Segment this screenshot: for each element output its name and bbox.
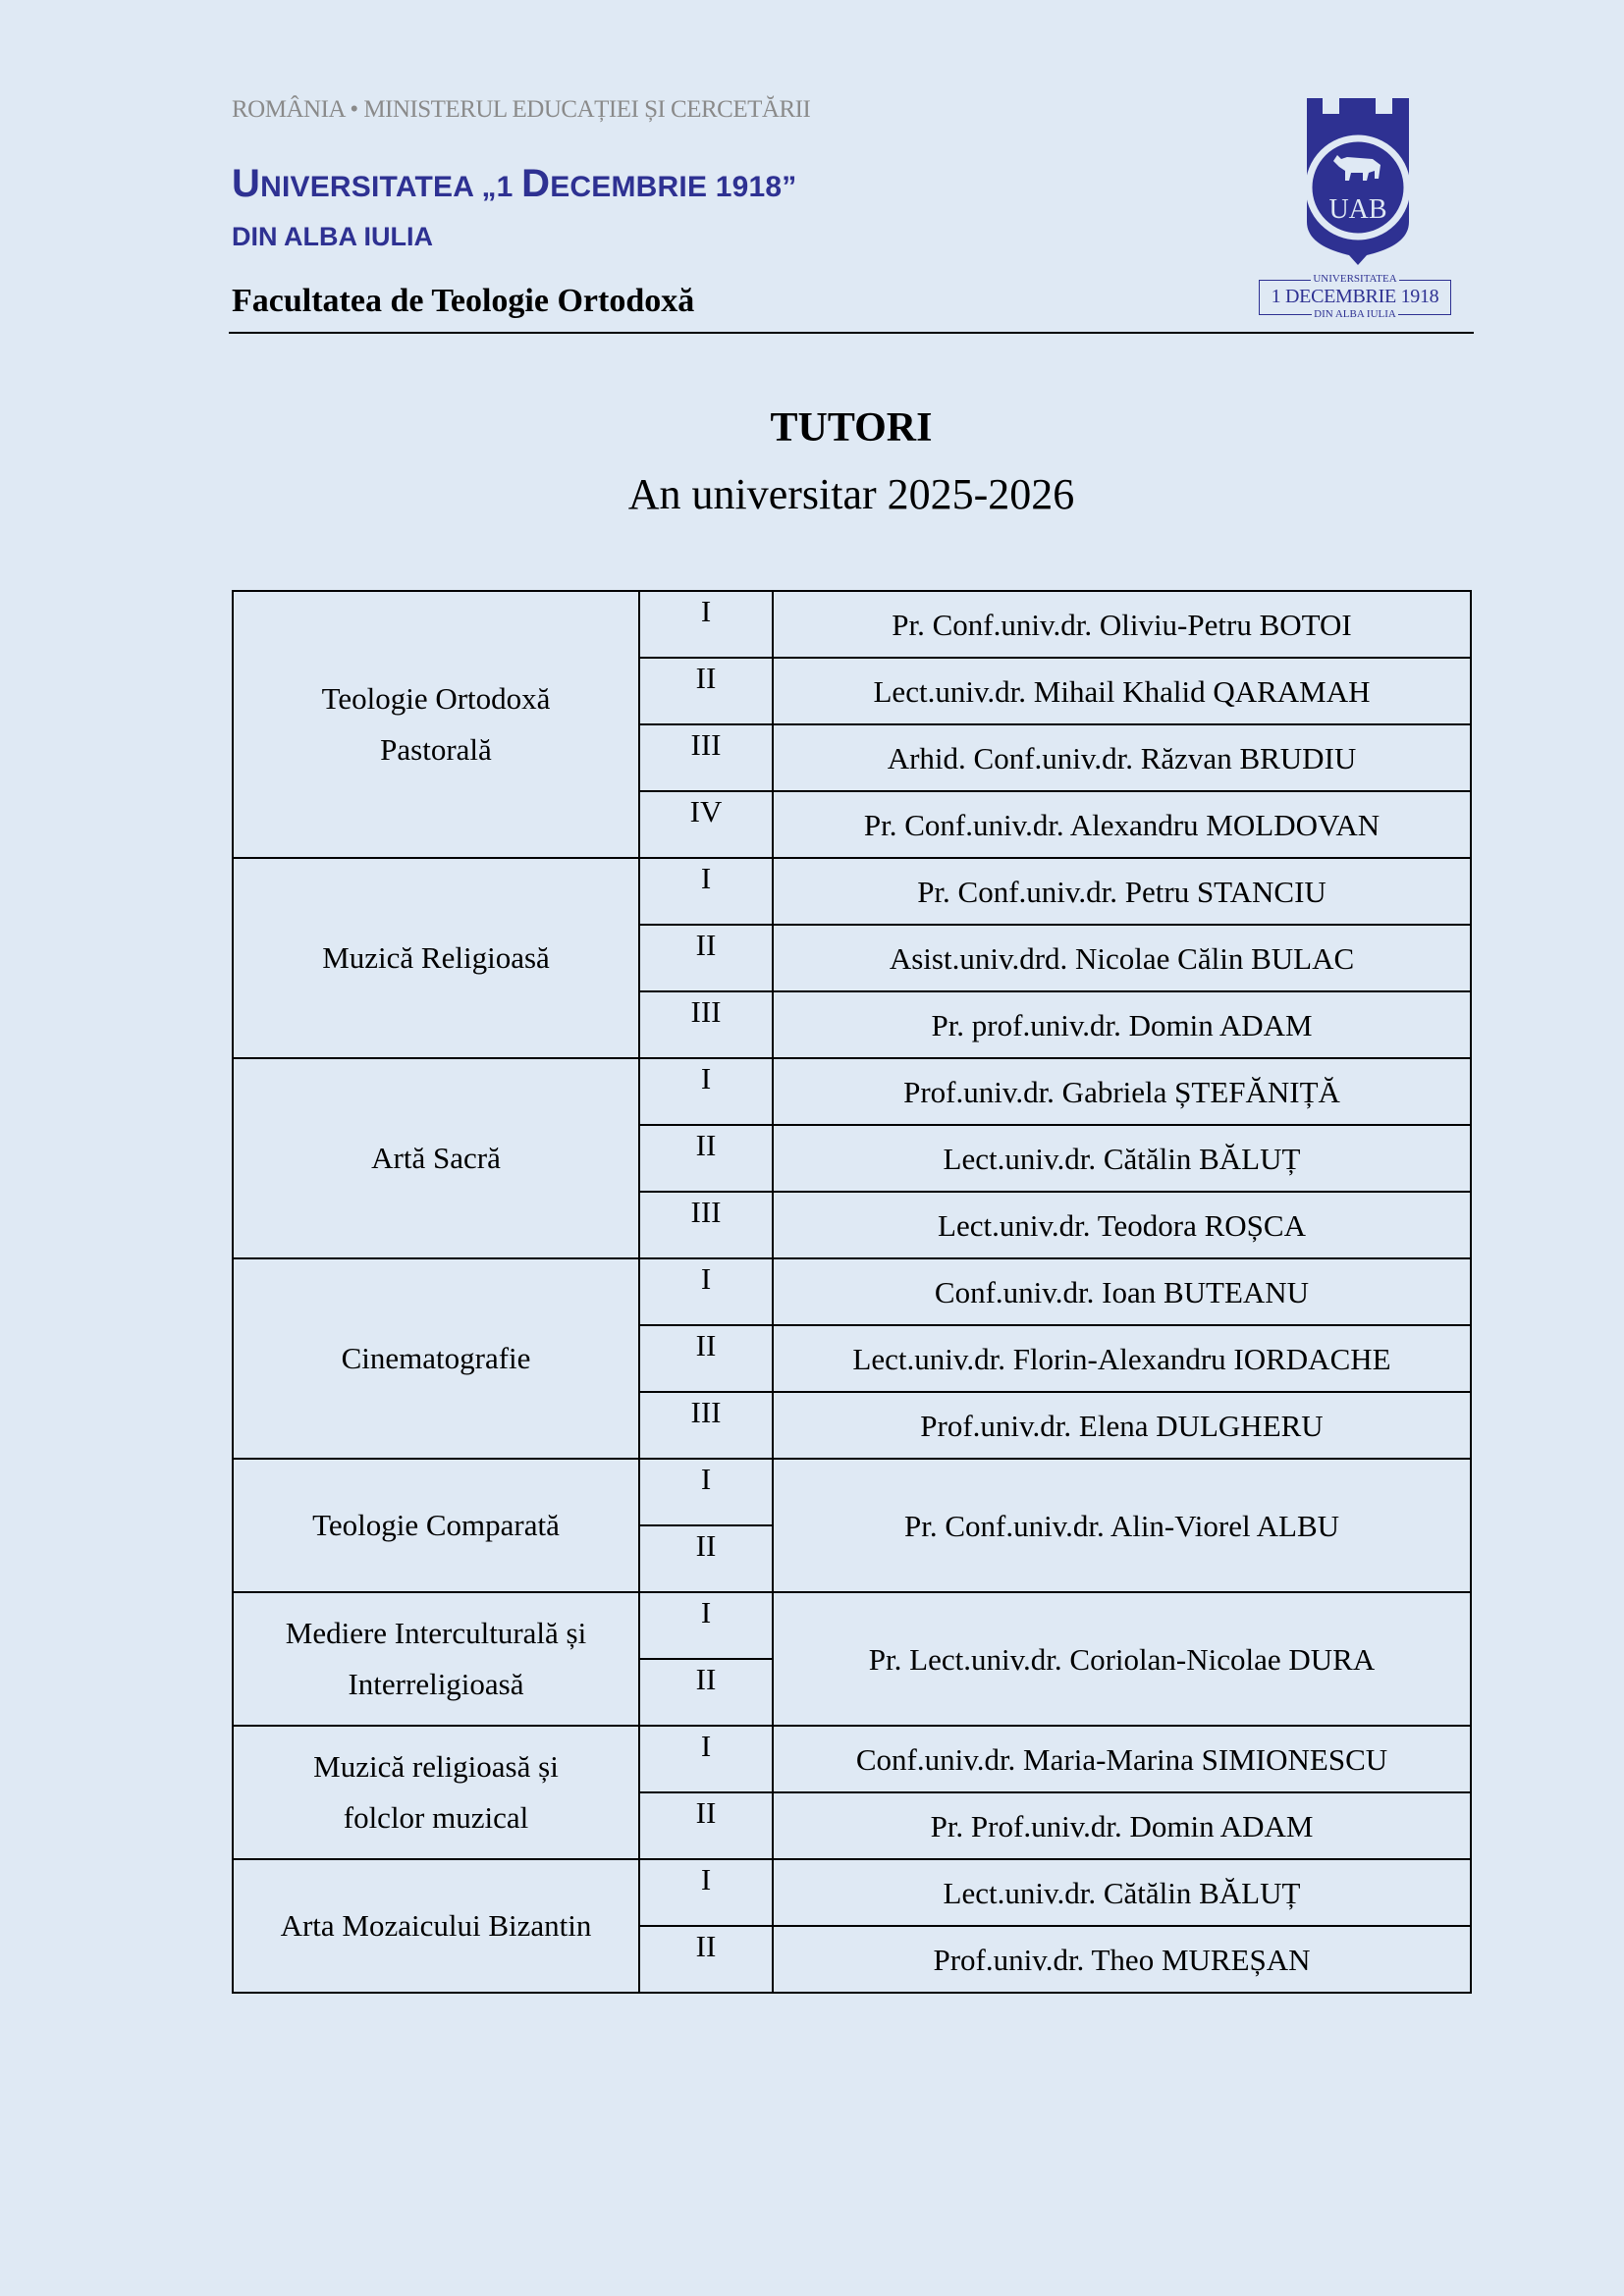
specialization-cell — [233, 1258, 639, 1459]
shield-icon — [1257, 96, 1459, 271]
table-row — [233, 591, 1471, 658]
specialization-line: Pastorală — [380, 732, 492, 767]
tutor-cell: Pr. Prof.univ.dr. Domin ADAM — [773, 1792, 1471, 1859]
table-row — [233, 858, 1471, 925]
specialization-line: Mediere Interculturală și — [285, 1616, 587, 1650]
specialization-line: folclor muzical — [343, 1800, 529, 1835]
study-year-cell: II — [639, 1926, 773, 1993]
ministry-header: ROMÂNIA • MINISTERUL EDUCAȚIEI ȘI CERCETĂRII — [232, 96, 811, 123]
study-year-cell: I — [639, 1726, 773, 1792]
study-year-cell: II — [639, 1659, 773, 1726]
tutor-cell: Pr. Lect.univ.dr. Coriolan-Nicolae DURA — [773, 1592, 1471, 1726]
tutor-cell: Prof.univ.dr. Gabriela ȘTEFĂNIȚĂ — [773, 1058, 1471, 1125]
table-row — [233, 1726, 1471, 1792]
tutor-cell: Asist.univ.drd. Nicolae Călin BULAC — [773, 925, 1471, 991]
tutor-cell: Pr. Conf.univ.dr. Oliviu-Petru BOTOI — [773, 591, 1471, 658]
tutor-cell: Lect.univ.dr. Florin-Alexandru IORDACHE — [773, 1325, 1471, 1392]
header-divider — [229, 332, 1474, 334]
table-row — [233, 1859, 1471, 1926]
logo-line1: UNIVERSITATEA — [1313, 273, 1397, 285]
university-initial-u: U — [232, 162, 261, 205]
specialization-line: Teologie Comparată — [312, 1508, 560, 1542]
specialization-cell — [233, 591, 639, 858]
tutor-cell: Lect.univ.dr. Cătălin BĂLUȚ — [773, 1859, 1471, 1926]
logo-monogram: UAB — [1328, 194, 1387, 225]
study-year-cell: I — [639, 1459, 773, 1525]
study-year-cell: II — [639, 658, 773, 724]
university-logo — [1257, 96, 1459, 324]
logo-line3: DIN ALBA IULIA — [1314, 308, 1396, 320]
study-year-cell: III — [639, 1392, 773, 1459]
study-year-cell: II — [639, 1792, 773, 1859]
study-year-cell: III — [639, 724, 773, 791]
specialization-cell — [233, 1459, 639, 1592]
tutor-cell: Conf.univ.dr. Maria-Marina SIMIONESCU — [773, 1726, 1471, 1792]
study-year-cell: III — [639, 991, 773, 1058]
university-name-part2: ECEMBRIE 1918” — [550, 171, 797, 203]
specialization-line: Artă Sacră — [371, 1141, 501, 1175]
academic-year: An universitar 2025-2026 — [627, 470, 1075, 518]
tutor-cell: Pr. prof.univ.dr. Domin ADAM — [773, 991, 1471, 1058]
tutor-cell: Conf.univ.dr. Ioan BUTEANU — [773, 1258, 1471, 1325]
tutor-cell: Lect.univ.dr. Cătălin BĂLUȚ — [773, 1125, 1471, 1192]
specialization-line: Interreligioasă — [348, 1667, 524, 1701]
specialization-cell — [233, 1592, 639, 1726]
study-year-cell: II — [639, 925, 773, 991]
study-year-cell: I — [639, 591, 773, 658]
study-year-cell: I — [639, 1258, 773, 1325]
tutors-table — [232, 590, 1472, 1994]
tutor-cell: Lect.univ.dr. Teodora ROȘCA — [773, 1192, 1471, 1258]
study-year-cell: II — [639, 1125, 773, 1192]
specialization-line: Teologie Ortodoxă — [321, 681, 551, 716]
page-title: TUTORI — [770, 405, 933, 451]
study-year-cell: IV — [639, 791, 773, 858]
specialization-cell — [233, 1859, 639, 1993]
specialization-line: Cinematografie — [341, 1341, 531, 1375]
faculty-name: Facultatea de Teologie Ortodoxă — [232, 283, 695, 319]
specialization-cell — [233, 858, 639, 1058]
table-row — [233, 1258, 1471, 1325]
specialization-line: Muzică Religioasă — [322, 940, 550, 975]
university-location: DIN ALBA IULIA — [232, 222, 433, 251]
specialization-line: Arta Mozaicului Bizantin — [280, 1908, 592, 1943]
study-year-cell: III — [639, 1192, 773, 1258]
tutor-cell: Prof.univ.dr. Elena DULGHERU — [773, 1392, 1471, 1459]
tutor-cell: Pr. Conf.univ.dr. Alexandru MOLDOVAN — [773, 791, 1471, 858]
table-row — [233, 1592, 1471, 1659]
tutor-cell: Prof.univ.dr. Theo MUREȘAN — [773, 1926, 1471, 1993]
university-name-part1: NIVERSITATEA „1 — [260, 171, 522, 203]
study-year-cell: I — [639, 858, 773, 925]
tutor-cell: Pr. Conf.univ.dr. Petru STANCIU — [773, 858, 1471, 925]
specialization-cell — [233, 1058, 639, 1258]
specialization-cell — [233, 1726, 639, 1859]
study-year-cell: I — [639, 1592, 773, 1659]
university-name — [232, 162, 796, 206]
tutor-cell: Arhid. Conf.univ.dr. Răzvan BRUDIU — [773, 724, 1471, 791]
university-initial-d: D — [521, 162, 551, 205]
specialization-line: Muzică religioasă și — [313, 1749, 559, 1784]
study-year-cell: II — [639, 1525, 773, 1592]
table-row — [233, 1058, 1471, 1125]
study-year-cell: II — [639, 1325, 773, 1392]
tutor-cell: Lect.univ.dr. Mihail Khalid QARAMAH — [773, 658, 1471, 724]
table-row — [233, 1459, 1471, 1525]
study-year-cell: I — [639, 1859, 773, 1926]
logo-line2: 1 DECEMBRIE 1918 — [1271, 286, 1439, 307]
tutor-cell: Pr. Conf.univ.dr. Alin-Viorel ALBU — [773, 1459, 1471, 1592]
study-year-cell: I — [639, 1058, 773, 1125]
